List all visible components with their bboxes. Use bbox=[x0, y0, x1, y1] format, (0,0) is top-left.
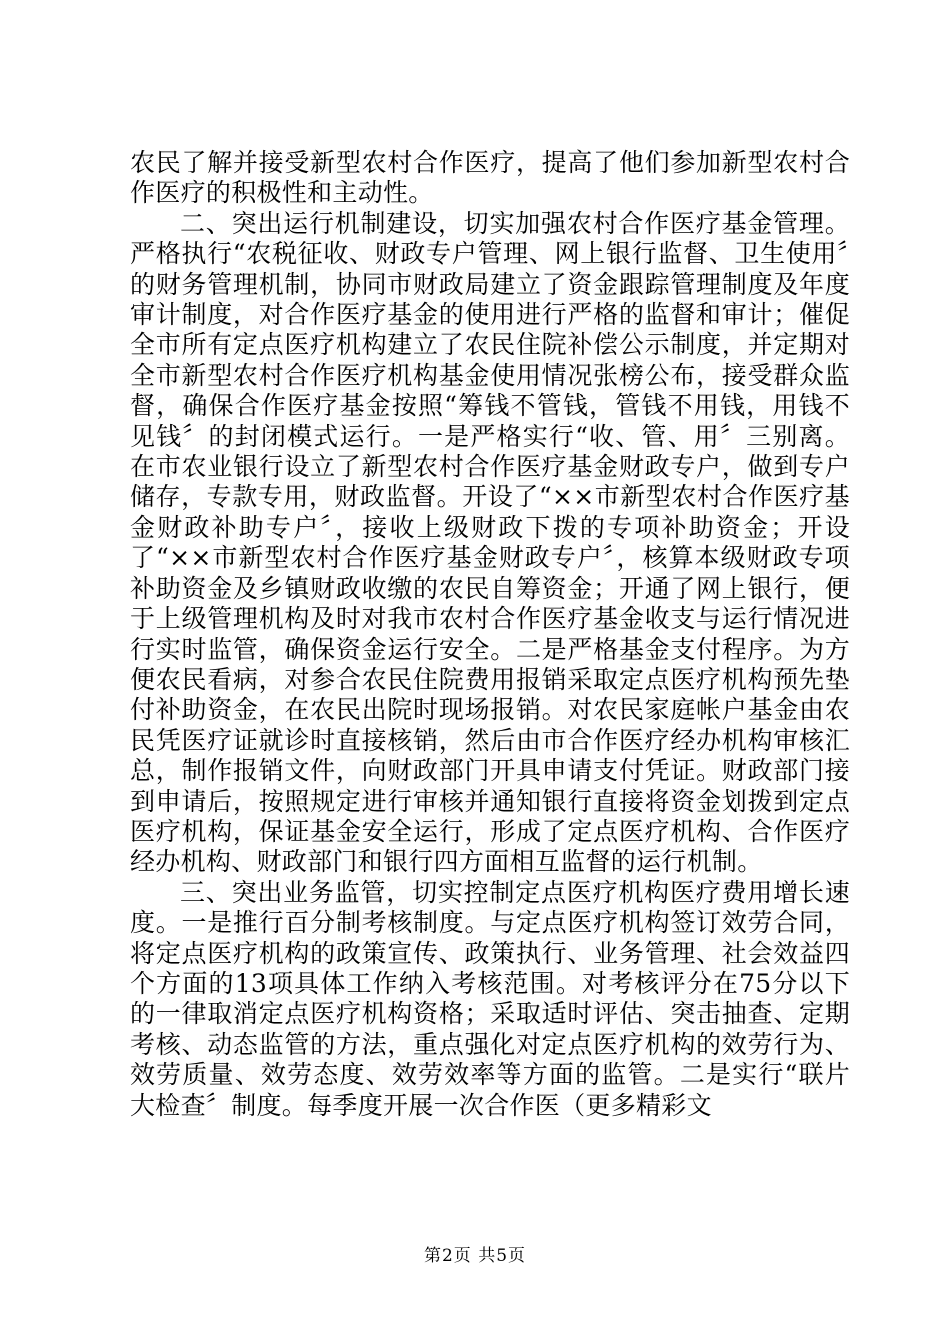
document-body bbox=[130, 148, 850, 1121]
paragraph-section-two: 二、突出运行机制建设，切实加强农村合作医疗基金管理。严格执行“农税征收、财政专户管理、网上银行监督、卫生使用〞的财务管理机制，协同市财政局建立了资金跟踪管理制度及年度审计制度，对合作医疗基金的使用进行严格的监督和审计；催促全市所有定点医疗机构建立了农民住院补偿公示制度，并定期对全市新型农村合作医疗机构基金使用情况张榜公布，接受群众监督，确保合作医疗基金按照“筹钱不管钱，管钱不用钱，用钱不见钱〞的封闭模式运行。一是严格实行“收、管、用〞三别离。在市农业银行设立了新型农村合作医疗基金财政专户，做到专户储存，专款专用，财政监督。开设了“××市新型农村合作医疗基金财政补助专户〞，接收上级财政下拨的专项补助资金；开设了“××市新型农村合作医疗基金财政专户〞，核算本级财政专项补助资金及乡镇财政收缴的农民自筹资金；开通了网上银行，便于上级管理机构及时对我市农村合作医疗基金收支与运行情况进行实时监管，确保资金运行安全。二是严格基金支付程序。为方便农民看病，对参合农民住院费用报销采取定点医疗机构预先垫付补助资金，在农民出院时现场报销。对农民家庭帐户基金由农民凭医疗证就诊时直接核销，然后由市合作医疗经办机构审核汇总，制作报销文件，向财政部门开具申请支付凭证。财政部门接到申请后，按照规定进行审核并通知银行直接将资金划拨到定点医疗机构，保证基金安全运行，形成了定点医疗机构、合作医疗经办机构、财政部门和银行四方面相互监督的运行机制。 bbox=[130, 208, 850, 877]
page-number-footer: 第2页 共5页 bbox=[423, 1246, 527, 1266]
paragraph-section-three: 三、突出业务监管，切实控制定点医疗机构医疗费用增长速度。一是推行百分制考核制度。与定点医疗机构签订效劳合同，将定点医疗机构的政策宣传、政策执行、业务管理、社会效益四个方面的13项具体工作纳入考核范围。对考核评分在75分以下的一律取消定点医疗机构资格；采取适时评估、突击抽查、定期考核、动态监管的方法，重点强化对定点医疗机构的效劳行为、效劳质量、效劳态度、效劳效率等方面的监管。二是实行“联片大检查〞制度。每季度开展一次合作医（更多精彩文 bbox=[130, 877, 850, 1120]
paragraph-intro-continuation: 农民了解并接受新型农村合作医疗，提高了他们参加新型农村合作医疗的积极性和主动性。 bbox=[130, 148, 850, 208]
